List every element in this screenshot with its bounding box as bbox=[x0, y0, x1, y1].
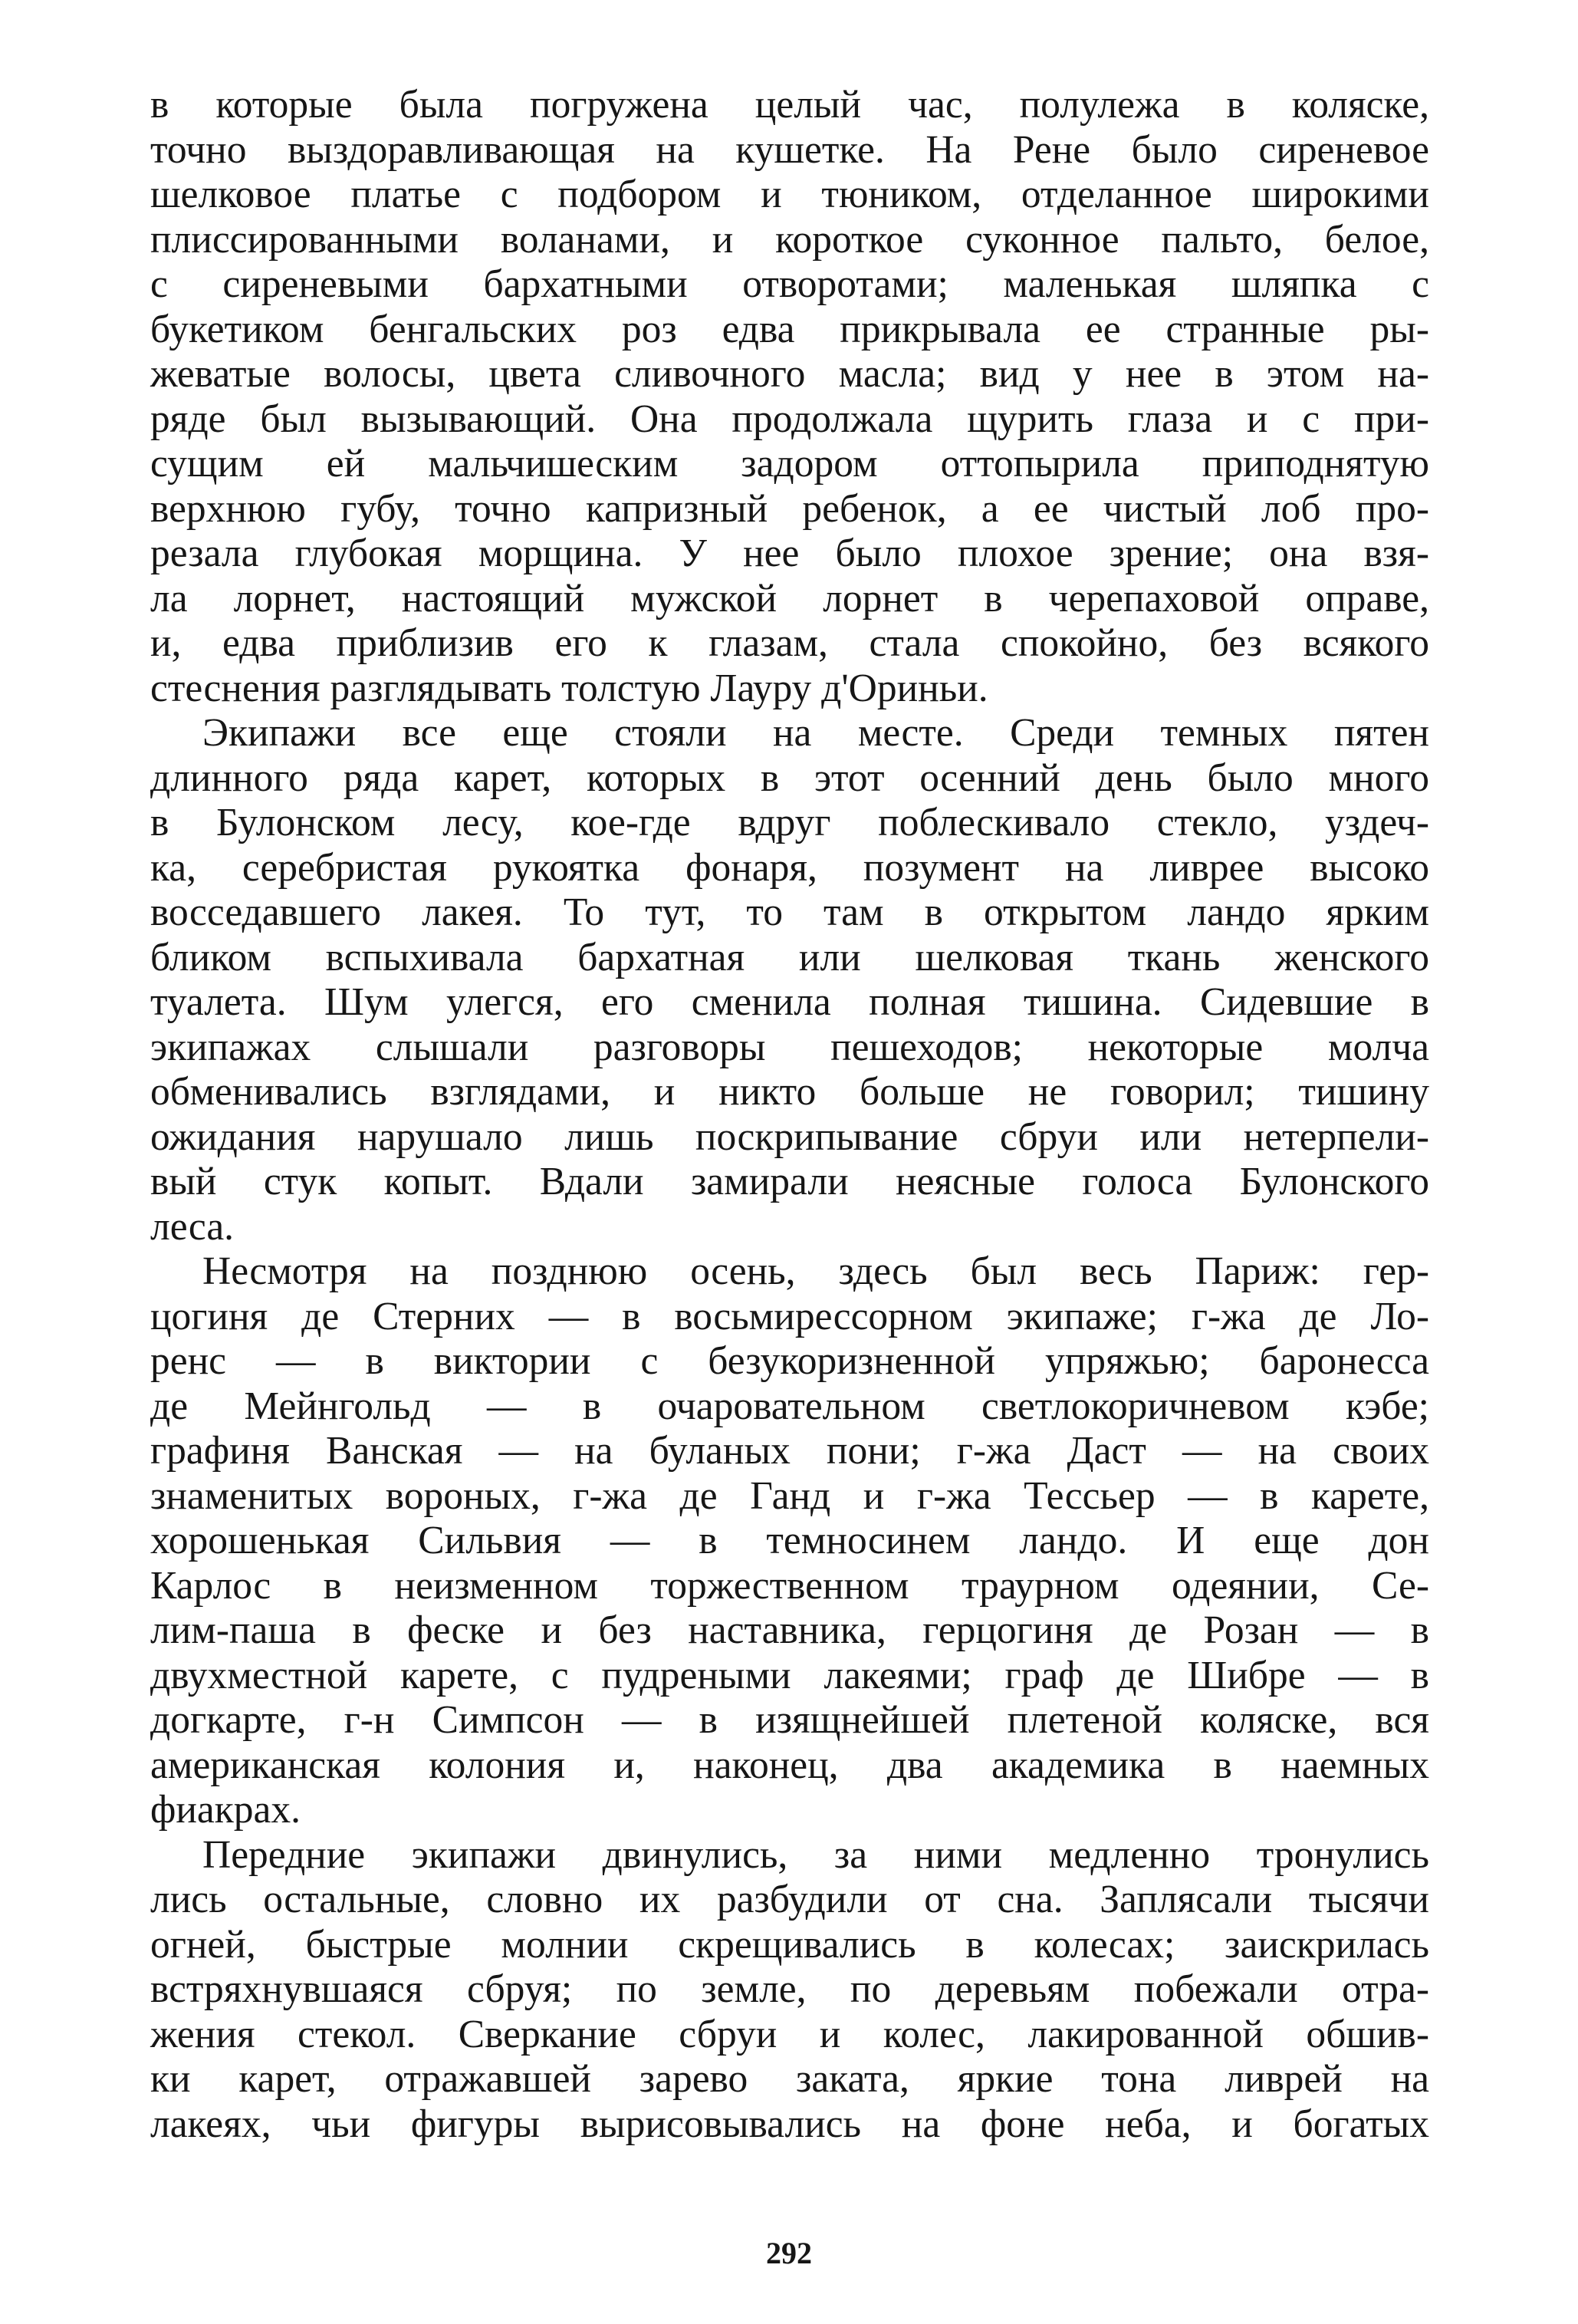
text-line: встряхнувшаяся сбруя; по земле, по деревьям побежали отра- bbox=[150, 1967, 1429, 2011]
text-line: в Булонском лесу, кое-где вдруг поблескивало стекло, уздеч- bbox=[150, 801, 1429, 844]
text-line: Несмотря на позднюю осень, здесь был весь Париж: гер- bbox=[202, 1249, 1429, 1293]
text-line: хорошенькая Сильвия — в темносинем ландо. И еще дон bbox=[150, 1519, 1429, 1562]
text-line: огней, быстрые молнии скрещивались в колесах; заискрилась bbox=[150, 1922, 1429, 1967]
text-line: точно выздоравливающая на кушетке. На Рене было сиреневое bbox=[150, 127, 1429, 172]
text-line: фиакрах. bbox=[150, 1788, 301, 1832]
text-line: двухместной карете, с пудреными лакеями; граф де Шибре — в bbox=[150, 1653, 1429, 1697]
text-line: американская колония и, наконец, два академика в наемных bbox=[150, 1743, 1429, 1787]
text-line: ряде был вызывающий. Она продолжала щурить глаза и с при- bbox=[150, 397, 1429, 441]
text-line: обменивались взглядами, и никто больше не говорил; тишину bbox=[150, 1070, 1429, 1114]
text-line: восседавшего лакея. То тут, то там в открытом ландо ярким bbox=[150, 890, 1429, 934]
text-line: шелковое платье с подбором и тюником, отделанное широкими bbox=[150, 173, 1429, 216]
text-line: Передние экипажи двинулись, за ними медленно тронулись bbox=[202, 1832, 1429, 1877]
text-line: де Мейнгольд — в очаровательном светлокоричневом кэбе; bbox=[150, 1384, 1429, 1428]
text-line: стеснения разглядывать толстую Лауру д'Ориньи. bbox=[150, 666, 988, 710]
text-line: лакеях, чьи фигуры вырисовывались на фоне неба, и богатых bbox=[150, 2102, 1429, 2146]
text-line: букетиком бенгальских роз едва прикрывала ее странные ры- bbox=[150, 307, 1429, 351]
text-line: верхнюю губу, точно капризный ребенок, а ее чистый лоб про- bbox=[150, 486, 1429, 531]
text-line: резала глубокая морщина. У нее было плохое зрение; она взя- bbox=[150, 532, 1429, 575]
text-line: жения стекол. Сверкание сбруи и колес, лакированной обшив- bbox=[150, 2012, 1429, 2056]
text-line: Карлос в неизменном торжественном траурном одеянии, Се- bbox=[150, 1563, 1429, 1608]
text-line: цогиня де Стерних — в восьмирессорном экипаже; г-жа де Ло- bbox=[150, 1294, 1429, 1338]
paragraph-4 bbox=[150, 1833, 1429, 2148]
text-line: вый стук копыт. Вдали замирали неясные голоса Булонского bbox=[150, 1160, 1429, 1203]
text-line: лим-паша в феске и без наставника, герцогиня де Розан — в bbox=[150, 1608, 1429, 1652]
text-line: леса. bbox=[150, 1204, 235, 1249]
paragraph-2 bbox=[150, 711, 1429, 1249]
text-line: ки карет, отражавшей зарево заката, яркие тона ливрей на bbox=[150, 2057, 1429, 2101]
text-line: Экипажи все еще стояли на месте. Среди темных пятен bbox=[202, 711, 1429, 755]
text-line: плиссированными воланами, и короткое суконное пальто, белое, bbox=[150, 217, 1429, 262]
text-line: туалета. Шум улегся, его сменила полная тишина. Сидевшие в bbox=[150, 980, 1429, 1024]
page-number: 292 bbox=[766, 2236, 812, 2270]
text-line: ка, серебристая рукоятка фонаря, позумент на ливрее высоко bbox=[150, 845, 1429, 890]
text-line: графиня Ванская — на буланых пони; г-жа Даст — на своих bbox=[150, 1429, 1429, 1473]
text-line: ренс — в виктории с безукоризненной упряжью; баронесса bbox=[150, 1339, 1429, 1383]
text-line: в которые была погружена целый час, полулежа в коляске, bbox=[150, 83, 1429, 127]
text-line: экипажах слышали разговоры пешеходов; некоторые молча bbox=[150, 1025, 1429, 1069]
text-line: с сиреневыми бархатными отворотами; маленькая шляпка с bbox=[150, 262, 1429, 306]
text-line: лись остальные, словно их разбудили от сна. Заплясали тысячи bbox=[150, 1878, 1429, 1921]
text-line: и, едва приблизив его к глазам, стала спокойно, без всякого bbox=[150, 621, 1429, 665]
page-text bbox=[150, 83, 1429, 2147]
text-line: сущим ей мальчишеским задором оттопырила приподнятую bbox=[150, 442, 1429, 486]
text-line: жеватые волосы, цвета сливочного масла; вид у нее в этом на- bbox=[150, 352, 1429, 396]
paragraph-3 bbox=[150, 1249, 1429, 1833]
text-line: длинного ряда карет, которых в этот осенний день было много bbox=[150, 755, 1429, 800]
paragraph-1 bbox=[150, 83, 1429, 711]
text-line: знаменитых вороных, г-жа де Ганд и г-жа Тессьер — в карете, bbox=[150, 1473, 1429, 1518]
text-line: бликом вспыхивала бархатная или шелковая ткань женского bbox=[150, 935, 1429, 979]
text-line: ла лорнет, настоящий мужской лорнет в черепаховой оправе, bbox=[150, 576, 1429, 621]
text-line: ожидания нарушало лишь поскрипывание сбруи или нетерпели- bbox=[150, 1114, 1429, 1159]
text-line: догкарте, г-н Симпсон — в изящнейшей плетеной коляске, вся bbox=[150, 1698, 1429, 1742]
